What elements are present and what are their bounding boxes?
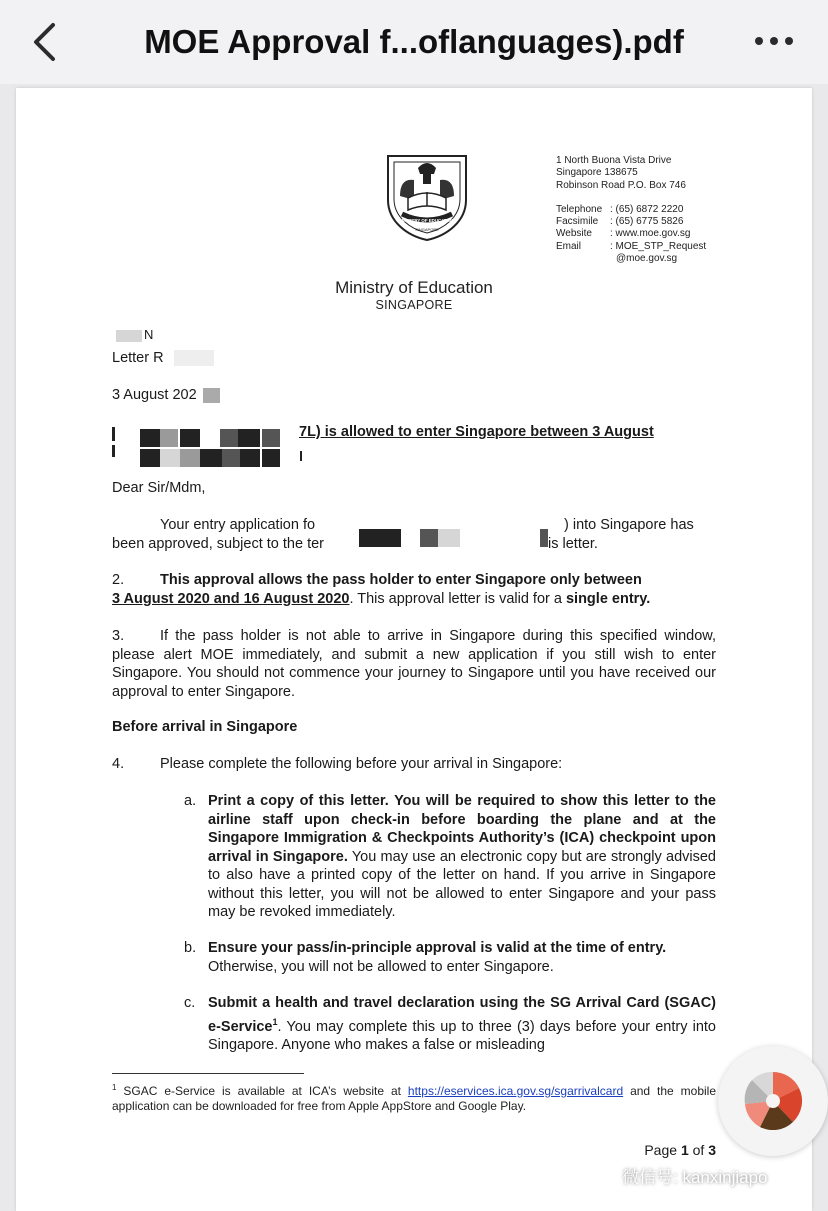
- paragraph-4-number: 4.: [112, 756, 125, 772]
- redaction: [112, 445, 115, 457]
- redaction: [420, 529, 438, 547]
- paragraph-1-end: ) into Singapore has: [564, 517, 694, 533]
- address-line: Robinson Road P.O. Box 746: [556, 179, 686, 191]
- footnote-text-a: SGAC e-Service is available at ICA’s website at: [116, 1084, 408, 1098]
- letterhead-address: [556, 155, 706, 265]
- paragraph-1-line2-end: is letter.: [548, 536, 598, 552]
- footnote-text-b: and the mobile application can be downloaded for free from Apple AppStore and Google Play.: [112, 1084, 717, 1113]
- redaction: [116, 330, 142, 342]
- redaction: [112, 427, 115, 441]
- page-number: [644, 1142, 716, 1158]
- item-a-label: a.: [184, 793, 197, 809]
- current-page: 1: [680, 1142, 689, 1158]
- paragraph-3: [112, 627, 716, 701]
- redaction: [238, 429, 260, 447]
- contact-value: : (65) 6872 2220: [610, 203, 684, 215]
- document-title: MOE Approval f...oflanguages).pdf: [144, 23, 684, 60]
- chevron-left-icon: [31, 22, 57, 62]
- redaction: [174, 350, 214, 366]
- redaction: [540, 529, 548, 547]
- item-c-rest: . You may complete this up to three (3) days before your entry into Singapore. Anyone who makes a false or misleading: [208, 1018, 716, 1053]
- paragraph-2-line2: [112, 590, 650, 609]
- redaction: [140, 449, 160, 467]
- paragraph-2-bold: This approval allows the pass holder to enter Singapore only between: [160, 572, 642, 588]
- redaction: [438, 529, 460, 547]
- app-logo-icon: [738, 1066, 808, 1136]
- top-bar: [0, 0, 828, 84]
- contact-value: : (65) 6775 5826: [610, 216, 684, 228]
- moe-crest-logo: [384, 152, 470, 242]
- redaction: [140, 429, 160, 447]
- page-label: Page: [644, 1142, 681, 1158]
- paragraph-3-rest: please alert MOE immediately, and submit a new application if you still wish to enter Singapore. You should not commence your journey to Singapore until you have received our approval to enter Singapore.: [112, 646, 716, 700]
- subject-line: 7L) is allowed to enter Singapore between 3 August: [299, 424, 654, 440]
- redaction: [222, 449, 240, 467]
- sgac-link[interactable]: https://eservices.ica.gov.sg/sgarrivalcard: [407, 1084, 624, 1098]
- contact-label: Facsimile: [556, 216, 599, 228]
- ellipsis-icon: [754, 36, 794, 46]
- redaction: [160, 449, 180, 467]
- footnote-divider: [112, 1073, 304, 1074]
- greeting: Dear Sir/Mdm,: [112, 480, 206, 496]
- pdf-page[interactable]: [16, 88, 812, 1211]
- crest-sub: SINGAPORE: [415, 227, 439, 232]
- paragraph-4-text: Please complete the following before your arrival in Singapore:: [160, 756, 563, 772]
- item-a-rest: You may use an electronic copy but are strongly advised to also have a printed copy of the letter on hand. If you arrive in Singapore without this letter, you will not be allowed to enter Singapore and your pass may be revoked immediately.: [208, 848, 716, 920]
- paragraph-1-start: Your entry application fo: [160, 517, 316, 533]
- contact-value: : MOE_STP_Request: [610, 240, 707, 252]
- back-button[interactable]: [22, 18, 66, 66]
- contact-label: Website: [556, 228, 592, 240]
- wechat-watermark: [584, 1160, 768, 1190]
- redaction: [262, 429, 280, 447]
- item-b-bold: Ensure your pass/in-principle approval is valid at the time of entry.: [208, 940, 667, 956]
- redaction: [300, 451, 302, 461]
- redaction: [200, 449, 222, 467]
- section-heading: Before arrival in Singapore: [112, 719, 298, 735]
- item-b-text: [208, 939, 716, 976]
- address-line: Singapore 138675: [556, 167, 638, 179]
- item-c-text: [208, 994, 716, 1054]
- contact-label: Email: [556, 240, 582, 252]
- footnote-ref: 1: [272, 1016, 278, 1027]
- redaction: [240, 449, 260, 467]
- crest-text: MINISTRY OF EDUCATION: [399, 218, 455, 223]
- letter-date: 3 August 202: [112, 387, 197, 403]
- of-label: of: [688, 1142, 709, 1158]
- redaction: [262, 449, 280, 467]
- redaction: [359, 529, 401, 547]
- approval-dates: 3 August 2020 and 16 August 2020: [112, 591, 350, 607]
- redaction: [160, 429, 178, 447]
- ministry-name: Ministry of Education: [335, 278, 493, 297]
- contact-label: Telephone: [556, 203, 603, 215]
- address-line: 1 North Buona Vista Drive: [556, 155, 672, 166]
- paragraph-3-first: If the pass holder is not able to arrive in Singapore during this specified window,: [160, 628, 716, 644]
- watermark-text: 微信号: kanxinjiapo: [622, 1167, 768, 1187]
- item-b-rest: Otherwise, you will not be allowed to enter Singapore.: [208, 958, 554, 975]
- letter-reference: Letter R: [112, 350, 164, 366]
- single-entry: single entry.: [565, 591, 651, 607]
- footnote-mark: 1: [112, 1083, 117, 1092]
- redaction: [203, 388, 220, 403]
- item-a-bold: Print a copy of this letter. You will be required to show this letter to the airline staff upon check-in before boarding the plane and at the Singapore Immigration & Checkpoints Authority’s (ICA) checkpoint upon arrival in Singapore.: [208, 793, 716, 865]
- paragraph-2-number: 2.: [112, 572, 125, 588]
- country-name: SINGAPORE: [375, 298, 453, 312]
- item-b-label: b.: [184, 940, 197, 956]
- item-c-bold: Submit a health and travel declaration using the SG Arrival Card (SGAC) e-Service: [208, 995, 716, 1035]
- validity-text: . This approval letter is valid for a: [349, 591, 566, 607]
- floating-app-button[interactable]: [718, 1046, 828, 1156]
- more-options-button[interactable]: [750, 26, 798, 56]
- total-pages: 3: [708, 1142, 716, 1158]
- wechat-icon: [584, 1162, 616, 1188]
- item-c-label: c.: [184, 995, 196, 1011]
- reference-fragment: N: [144, 327, 154, 342]
- redaction: [220, 429, 238, 447]
- item-a-text: [208, 792, 716, 922]
- footnote: [112, 1080, 716, 1114]
- redaction: [180, 449, 200, 467]
- paragraph-1-line2: been approved, subject to the ter: [112, 536, 325, 552]
- paragraph-3-number: 3.: [112, 628, 125, 644]
- redaction: [180, 429, 200, 447]
- contact-value: @moe.gov.sg: [616, 253, 678, 265]
- contact-value: : www.moe.gov.sg: [610, 228, 691, 240]
